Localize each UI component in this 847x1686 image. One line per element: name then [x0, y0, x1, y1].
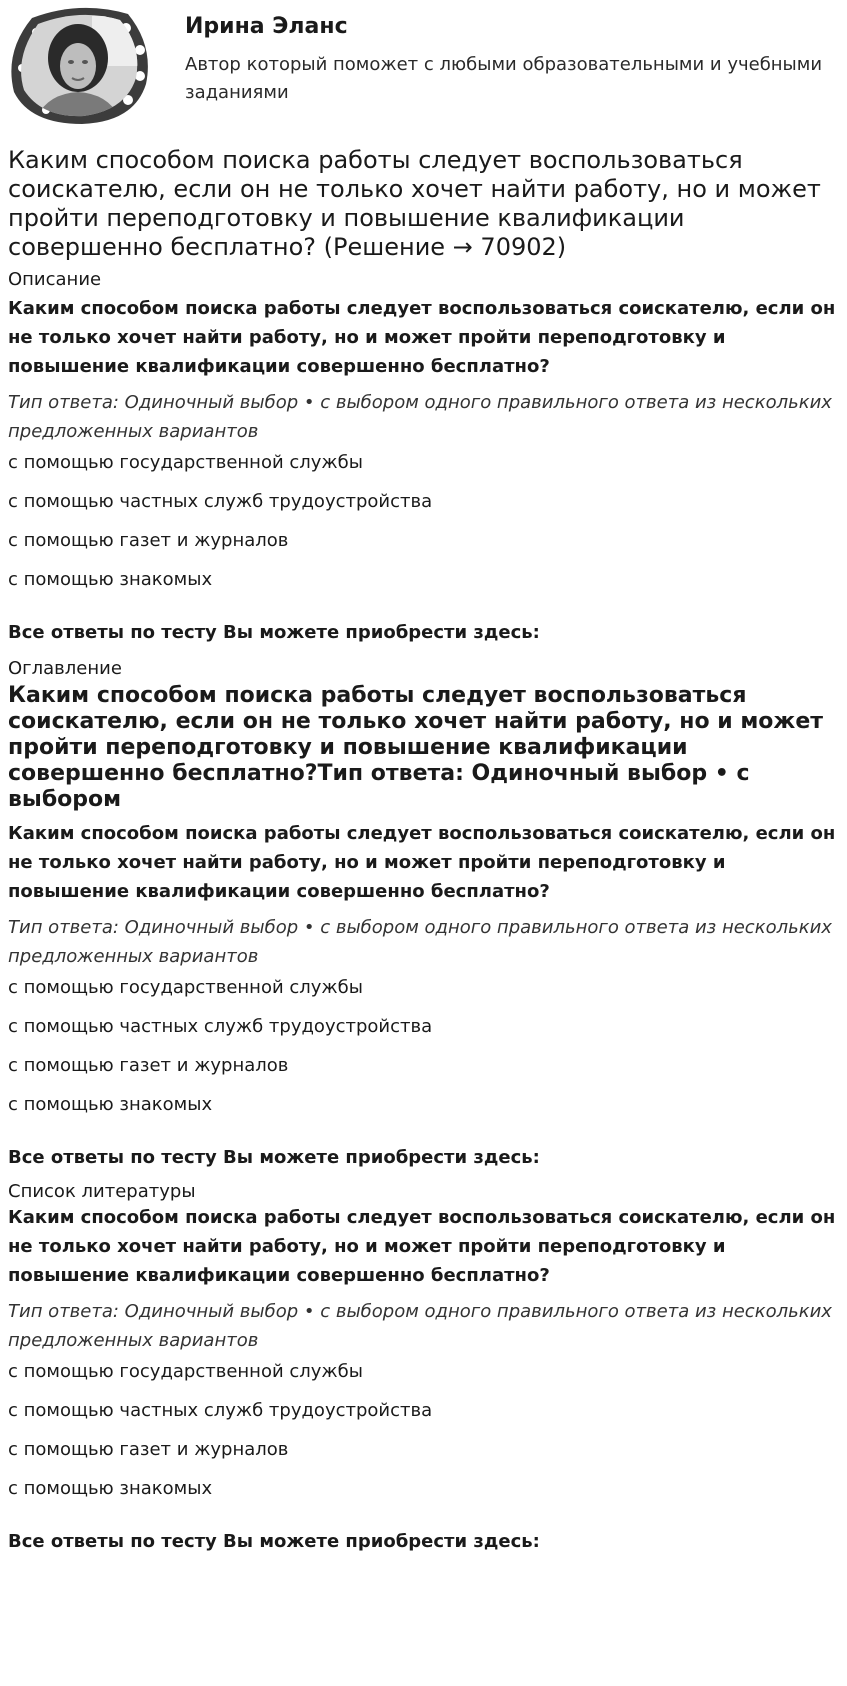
answer-option: с помощью знакомых — [8, 569, 213, 590]
page-title: Каким способом поиска работы следует воспользоваться соискателю, если он не только хочет найти работу, но и может пройти переподготовку и повышение квалификации совершенно бесплатно? (Решение → 70902) — [8, 146, 821, 261]
answer-option: с помощью государственной службы — [8, 1361, 363, 1382]
answer-options — [8, 977, 838, 1116]
question-text: Каким способом поиска работы следует воспользоваться соискателю, если он не только хочет найти работу, но и может пройти переподготовку и повышение квалификации совершенно бесплатно? — [8, 298, 836, 377]
answer-option: с помощью знакомых — [8, 1478, 213, 1499]
answer-option: с помощью государственной службы — [8, 452, 363, 473]
buy-answers-text: Все ответы по тесту Вы можете приобрести здесь: — [8, 1147, 540, 1168]
answer-options — [8, 1361, 838, 1500]
toc-label: Оглавление — [8, 658, 122, 679]
answer-option: с помощью государственной службы — [8, 977, 363, 998]
description-label: Описание — [8, 269, 102, 290]
answer-options — [8, 452, 838, 591]
author-card — [8, 6, 839, 126]
author-name[interactable]: Ирина Эланс — [185, 14, 348, 39]
question-text: Каким способом поиска работы следует воспользоваться соискателю, если он не только хочет найти работу, но и может пройти переподготовку и повышение квалификации совершенно бесплатно? — [8, 1207, 836, 1286]
answer-option: с помощью частных служб трудоустройства — [8, 1016, 433, 1037]
answer-option: с помощью частных служб трудоустройства — [8, 491, 433, 512]
answer-type: Тип ответа: Одиночный выбор • с выбором одного правильного ответа из нескольких предложенных вариантов — [8, 917, 832, 967]
main-content — [8, 146, 838, 1553]
literature-label: Список литературы — [8, 1181, 196, 1202]
answer-option: с помощью частных служб трудоустройства — [8, 1400, 433, 1421]
answer-option: с помощью газет и журналов — [8, 1055, 289, 1076]
author-description: Автор который поможет с любыми образовательными и учебными заданиями — [185, 54, 823, 103]
buy-answers-text: Все ответы по тесту Вы можете приобрести здесь: — [8, 622, 540, 643]
answer-option: с помощью газет и журналов — [8, 530, 289, 551]
question-text: Каким способом поиска работы следует воспользоваться соискателю, если он не только хочет найти работу, но и может пройти переподготовку и повышение квалификации совершенно бесплатно? — [8, 823, 836, 902]
answer-type: Тип ответа: Одиночный выбор • с выбором одного правильного ответа из нескольких предложенных вариантов — [8, 392, 832, 442]
answer-option: с помощью знакомых — [8, 1094, 213, 1115]
answer-type: Тип ответа: Одиночный выбор • с выбором одного правильного ответа из нескольких предложенных вариантов — [8, 1301, 832, 1351]
answer-option: с помощью газет и журналов — [8, 1439, 289, 1460]
author-avatar[interactable] — [8, 6, 152, 124]
buy-answers-text: Все ответы по тесту Вы можете приобрести здесь: — [8, 1531, 540, 1552]
toc-heading: Каким способом поиска работы следует воспользоваться соискателю, если он не только хочет найти работу, но и может пройти переподготовку и повышение квалификации совершенно бесплатно?Тип ответа: Одиночный выбор • с выбором — [8, 683, 823, 812]
